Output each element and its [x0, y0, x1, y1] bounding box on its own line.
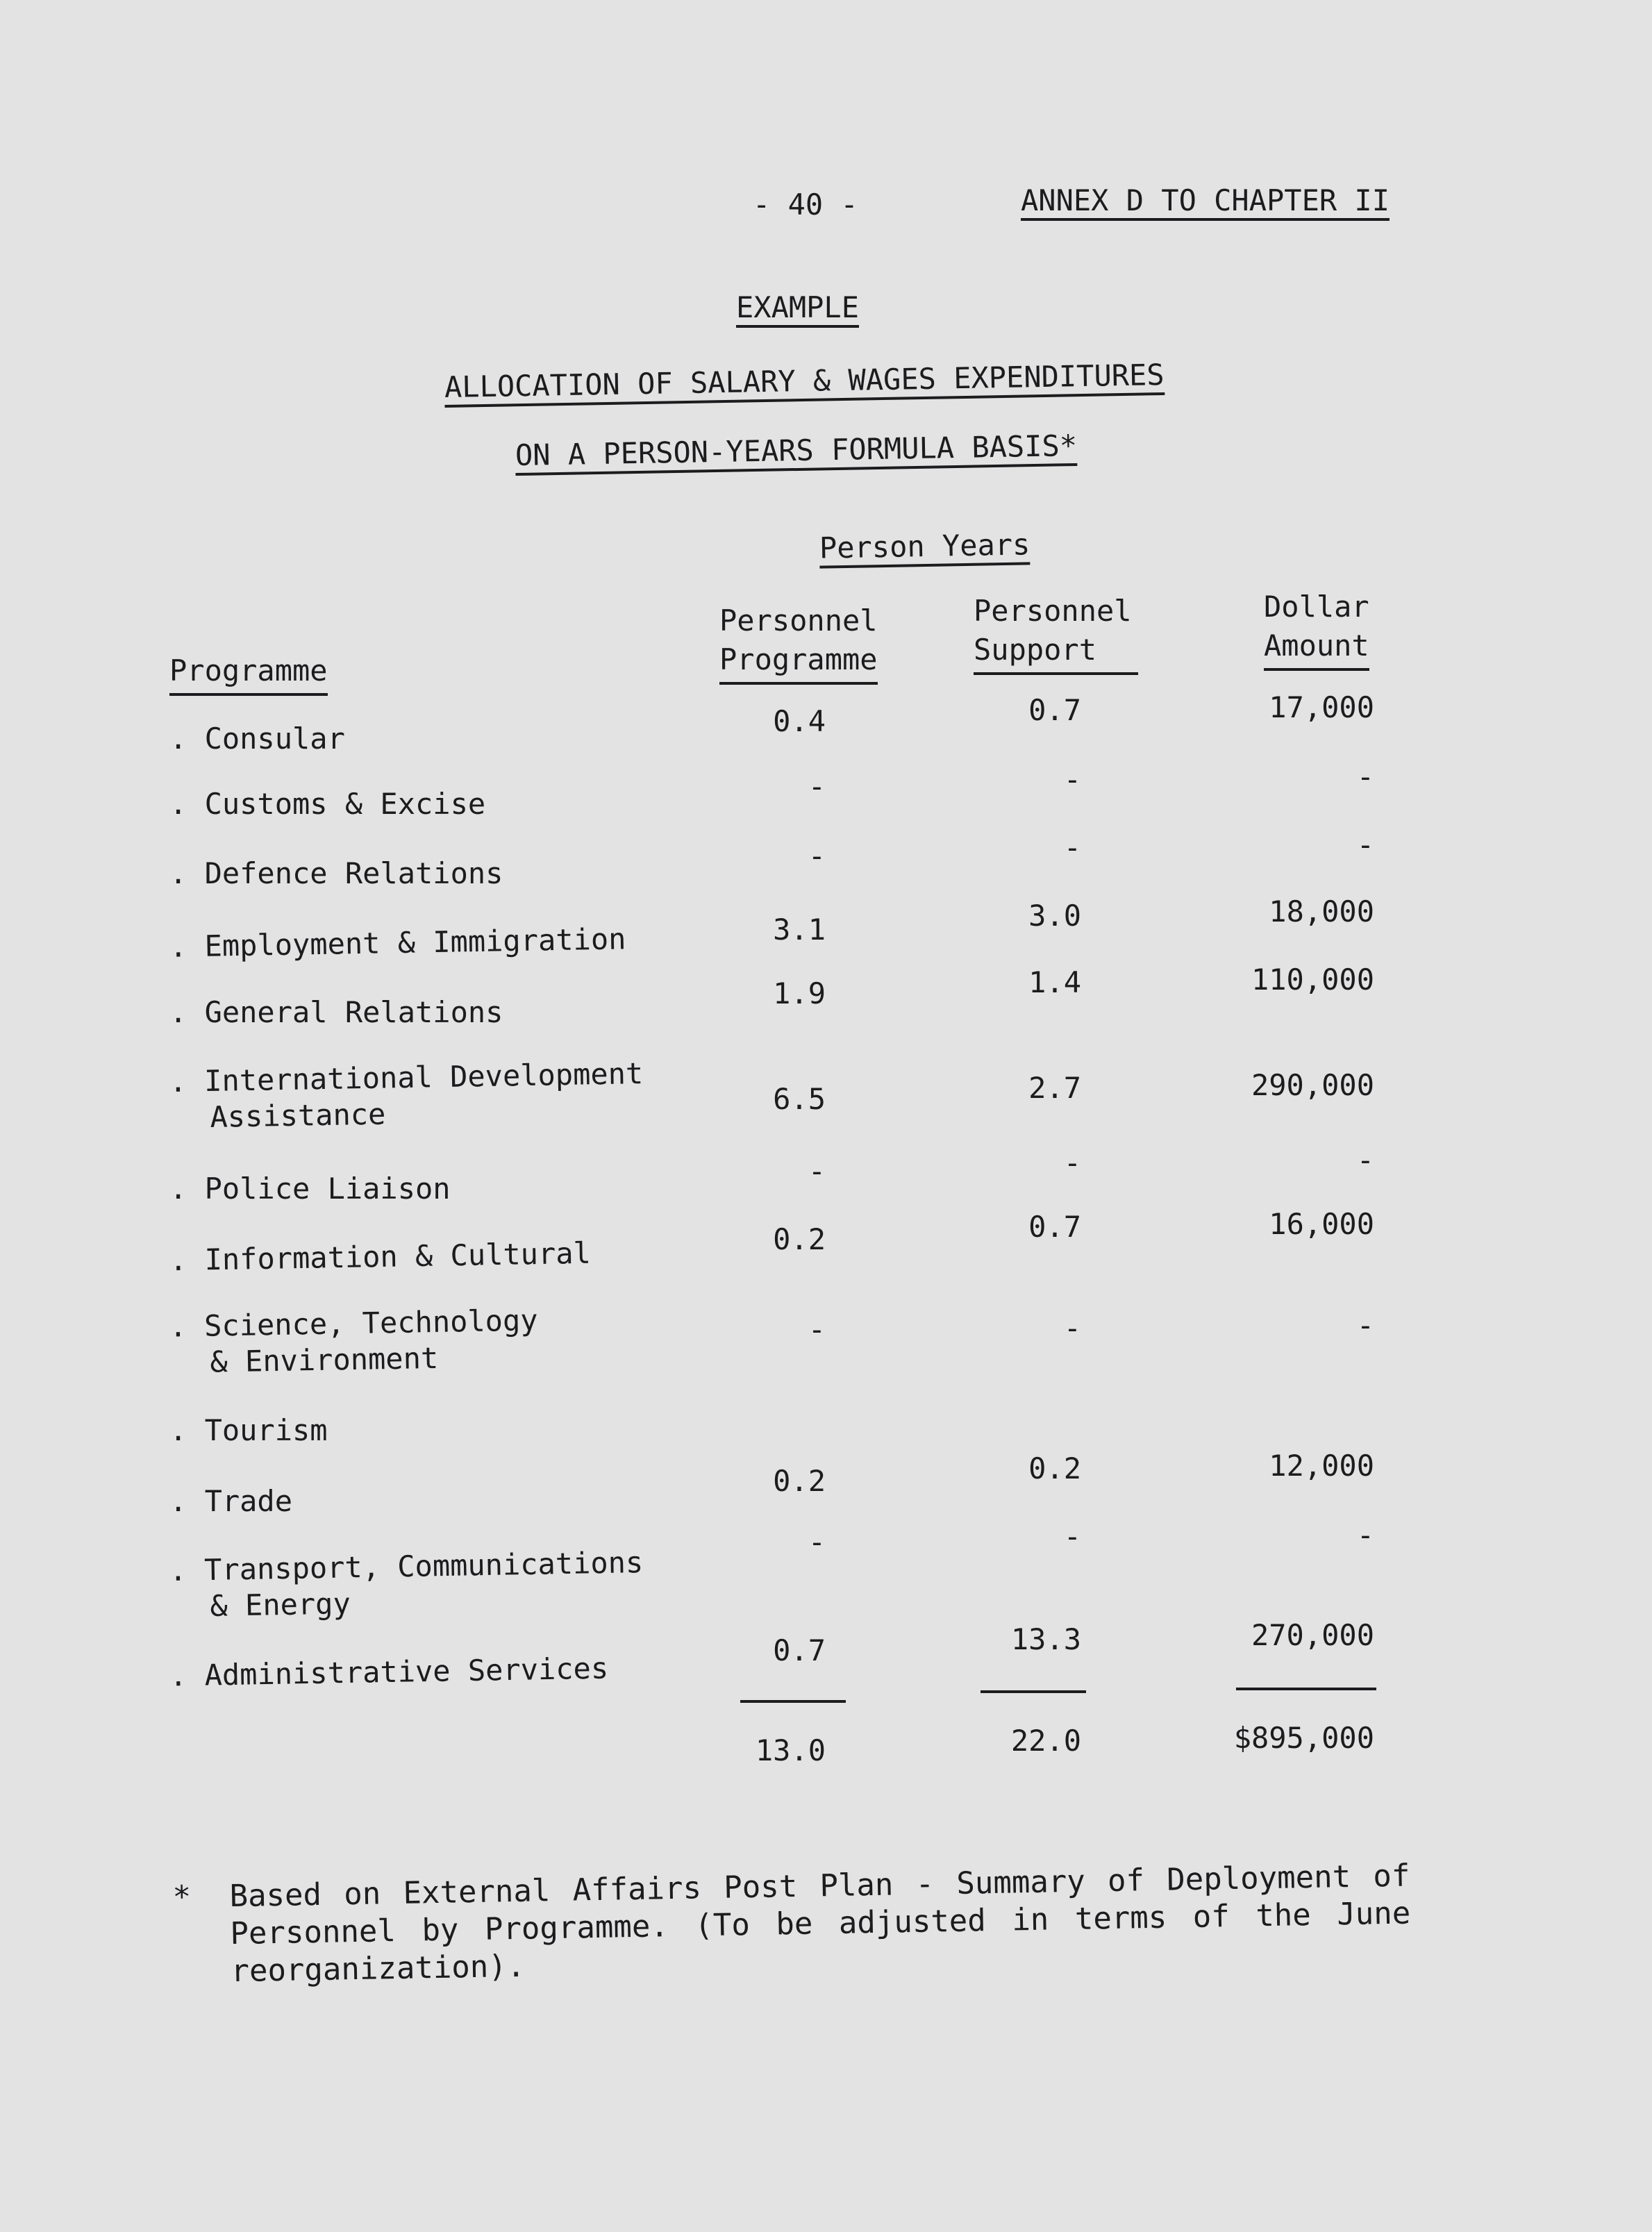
column-header-personnel-programme: Personnel Programme: [719, 601, 878, 685]
row-transport-amount: -: [1356, 1518, 1374, 1552]
row-science-programme: -: [808, 1313, 826, 1347]
column-header-dollar-amount: Dollar Amount: [1264, 588, 1369, 671]
row-defence-programme: -: [808, 839, 826, 873]
programme-consular: . Consular: [169, 722, 345, 756]
person-years-heading: Person Years: [819, 530, 1031, 568]
row-admin-support: 13.3: [1010, 1622, 1081, 1656]
row-trade-support: 0.2: [1028, 1451, 1081, 1485]
row-intl-dev-amount: 290,000: [1251, 1068, 1374, 1102]
row-employment-amount: 18,000: [1269, 894, 1374, 928]
row-consular-support: 0.7: [1028, 693, 1081, 727]
row-intl-dev-programme: 6.5: [773, 1082, 826, 1116]
row-trade-programme: 0.2: [773, 1464, 826, 1498]
footnote-marker: *: [172, 1879, 192, 1915]
row-customs-programme: -: [808, 769, 826, 803]
document-title: ALLOCATION OF SALARY & WAGES EXPENDITURES: [444, 360, 1165, 408]
row-employment-programme: 3.1: [773, 913, 826, 947]
row-trade-amount: 12,000: [1269, 1449, 1374, 1483]
row-transport-programme: -: [808, 1525, 826, 1559]
footnote: [172, 1857, 1415, 1990]
row-defence-amount: -: [1356, 828, 1374, 862]
row-police-support: -: [1063, 1146, 1081, 1180]
column-header-programme: Programme: [169, 651, 328, 696]
row-police-programme: -: [808, 1154, 826, 1188]
row-admin-amount: 270,000: [1251, 1618, 1374, 1652]
row-transport-support: -: [1063, 1519, 1081, 1554]
row-general-programme: 1.9: [773, 976, 826, 1010]
footnote-text: Based on External Affairs Post Plan - Summary of Deployment of Personnel by Programme. (To be adjusted in terms of the June reorganization).: [229, 1858, 1411, 1990]
row-customs-support: -: [1063, 763, 1081, 797]
row-customs-amount: -: [1356, 760, 1374, 794]
programme-international-development: . International Development Assistance: [169, 1056, 644, 1134]
column-header-personnel-support: Personnel Support: [974, 592, 1138, 675]
row-admin-programme: 0.7: [773, 1633, 826, 1667]
row-police-amount: -: [1356, 1143, 1374, 1177]
row-info-programme: 0.2: [773, 1222, 826, 1256]
total-amount: $895,000: [1233, 1721, 1374, 1755]
total-rule-programme: [740, 1700, 846, 1703]
example-heading: EXAMPLE: [736, 293, 859, 328]
annex-reference: ANNEX D TO CHAPTER II: [1021, 186, 1390, 221]
total-rule-support: [981, 1690, 1086, 1693]
programme-general-relations: . General Relations: [169, 995, 503, 1029]
document-subtitle: ON A PERSON-YEARS FORMULA BASIS*: [515, 431, 1078, 476]
row-defence-support: -: [1063, 831, 1081, 865]
row-consular-programme: 0.4: [773, 704, 826, 738]
page-number: - 40 -: [753, 188, 858, 222]
programme-defence-relations: . Defence Relations: [169, 856, 503, 890]
row-consular-amount: 17,000: [1269, 690, 1374, 724]
row-employment-support: 3.0: [1028, 899, 1081, 933]
programme-police-liaison: . Police Liaison: [169, 1172, 451, 1206]
row-info-amount: 16,000: [1269, 1207, 1374, 1241]
total-rule-amount: [1236, 1688, 1376, 1690]
programme-information-cultural: . Information & Cultural: [169, 1235, 592, 1278]
row-info-support: 0.7: [1028, 1210, 1081, 1244]
row-intl-dev-support: 2.7: [1028, 1071, 1081, 1105]
row-science-amount: -: [1356, 1308, 1374, 1342]
programme-tourism: . Tourism: [169, 1413, 328, 1447]
programme-employment-immigration: . Employment & Immigration: [169, 922, 626, 964]
row-science-support: -: [1063, 1311, 1081, 1345]
programme-transport-communications: . Transport, Communications & Energy: [169, 1545, 644, 1623]
programme-administrative-services: . Administrative Services: [169, 1651, 609, 1693]
programme-trade: . Trade: [169, 1484, 293, 1518]
row-general-support: 1.4: [1028, 965, 1081, 999]
total-support: 22.0: [1010, 1724, 1081, 1758]
programme-science-technology: . Science, Technology & Environment: [169, 1303, 538, 1379]
programme-customs-excise: . Customs & Excise: [169, 787, 486, 821]
row-general-amount: 110,000: [1251, 963, 1374, 997]
total-programme: 13.0: [755, 1733, 826, 1767]
